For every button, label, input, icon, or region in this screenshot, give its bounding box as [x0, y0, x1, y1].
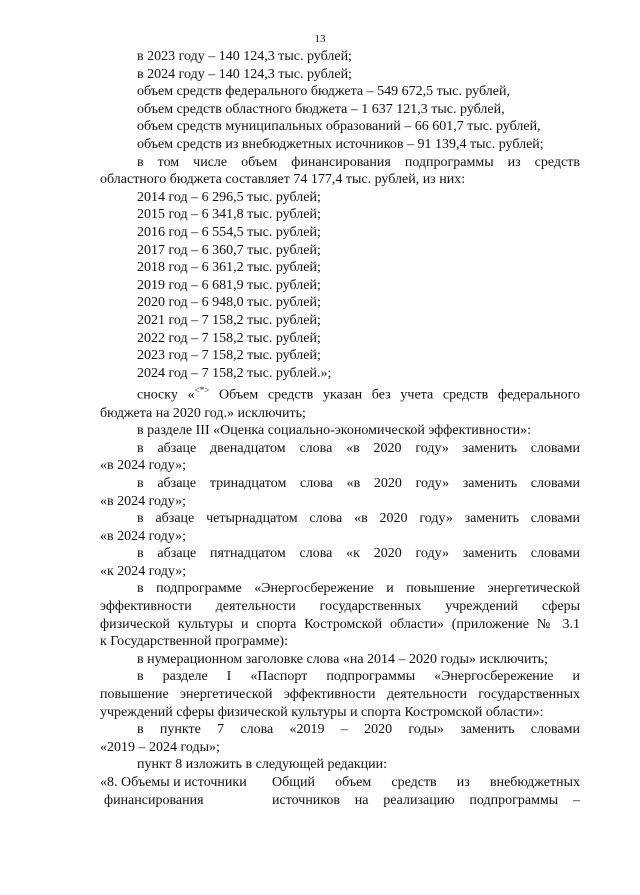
- text-line: в 2023 году – 140 124,3 тыс. рублей;: [137, 49, 352, 64]
- text-line: «в 2024 году»;: [100, 458, 186, 474]
- text-line: 2015 год – 6 341,8 тыс. рублей;: [137, 207, 321, 223]
- text-line: 2016 год – 6 554,5 тыс. рублей;: [137, 224, 321, 240]
- text-line: 2022 год – 7 158,2 тыс. рублей;: [137, 330, 321, 346]
- text-line: в 2024 году – 140 124,3 тыс. рублей;: [137, 66, 352, 82]
- table-cell-label: [100, 774, 275, 810]
- text-line: 2021 год – 7 158,2 тыс. рублей;: [137, 312, 321, 328]
- text-line: объем средств из внебюджетных источников – 91 139,4 тыс. рублей;: [137, 136, 544, 152]
- text-line: «в 2024 году»;: [100, 493, 186, 509]
- text-line: 2020 год – 6 948,0 тыс. рублей;: [137, 295, 321, 311]
- text-line: в абзаце двенадцатом слова «в 2020 году» заменить словами: [137, 440, 580, 456]
- text-line: объем средств муниципальных образований – 66 601,7 тыс. рублей,: [137, 119, 541, 135]
- text-line: «2019 – 2024 годы»;: [100, 739, 220, 755]
- text-line: областного бюджета составляет 74 177,4 тыс. рублей, из них:: [100, 172, 466, 188]
- text-line: 2014 год – 6 296,5 тыс. рублей;: [137, 189, 321, 205]
- text-line: в подпрограмме «Энергосбережение и повышение энергетической: [137, 581, 580, 597]
- text-line: «в 2024 году»;: [100, 528, 186, 544]
- table-label-line: финансирования: [104, 793, 204, 808]
- table-value-line: источников на реализацию подпрограммы –: [272, 793, 580, 808]
- text-line: эффективности деятельности государственных учреждений сферы: [100, 599, 580, 615]
- text-line: 2018 год – 6 361,2 тыс. рублей;: [137, 260, 321, 276]
- footnote-prefix: сноску «: [137, 387, 195, 403]
- text-line: 2019 год – 6 681,9 тыс. рублей;: [137, 277, 321, 293]
- text-line: 2024 год – 7 158,2 тыс. рублей.»;: [137, 365, 332, 381]
- text-line: «к 2024 году»;: [100, 563, 187, 579]
- text-line: к Государственной программе):: [100, 634, 288, 650]
- text-line: в разделе I «Паспорт подпрограммы «Энергосбережение и: [137, 669, 580, 685]
- text-line: повышение энергетической эффективности деятельности государственных: [100, 687, 580, 703]
- text-line: объем средств федерального бюджета – 549 672,5 тыс. рублей,: [137, 84, 510, 100]
- text-line: в разделе III «Оценка социально-экономической эффективности»:: [137, 423, 531, 439]
- text-line: физической культуры и спорта Костромской области» (приложение № 3.1: [100, 616, 580, 632]
- text-line: пункт 8 изложить в следующей редакции:: [137, 757, 387, 773]
- table-value-line: Общий объем средств из внебюджетных: [272, 775, 580, 790]
- document-body: [100, 48, 580, 774]
- table-cell-value: [272, 774, 580, 810]
- table-label-line: «8. Объемы и источники: [100, 775, 247, 790]
- text-line: 2017 год – 6 360,7 тыс. рублей;: [137, 242, 321, 258]
- text-line: в абзаце тринадцатом слова «в 2020 году» заменить словами: [137, 475, 580, 491]
- footnote-paragraph: [100, 382, 580, 404]
- text-line: объем средств областного бюджета – 1 637 121,3 тыс. рублей,: [137, 101, 505, 117]
- text-line: в абзаце пятнадцатом слова «к 2020 году» заменить словами: [137, 546, 580, 562]
- text-line: в абзаце четырнадцатом слова «в 2020 году» заменить словами: [137, 511, 580, 527]
- text-line: учреждений сферы физической культуры и спорта Костромской области»:: [100, 704, 544, 720]
- footnote-mark: <*>: [194, 385, 210, 396]
- text-line: 2023 год – 7 158,2 тыс. рублей;: [137, 348, 321, 364]
- text-line: в нумерационном заголовке слова «на 2014 – 2020 годы» исключить;: [137, 651, 548, 667]
- text-line: в том числе объем финансирования подпрограммы из средств: [137, 154, 580, 170]
- page-number: 13: [314, 33, 326, 45]
- text-line: в пункте 7 слова «2019 – 2020 годы» заменить словами: [137, 722, 580, 738]
- footnote-text: Объем средств указан без учета средств федерального: [209, 387, 581, 403]
- text-line: бюджета на 2020 год.» исключить;: [100, 405, 306, 421]
